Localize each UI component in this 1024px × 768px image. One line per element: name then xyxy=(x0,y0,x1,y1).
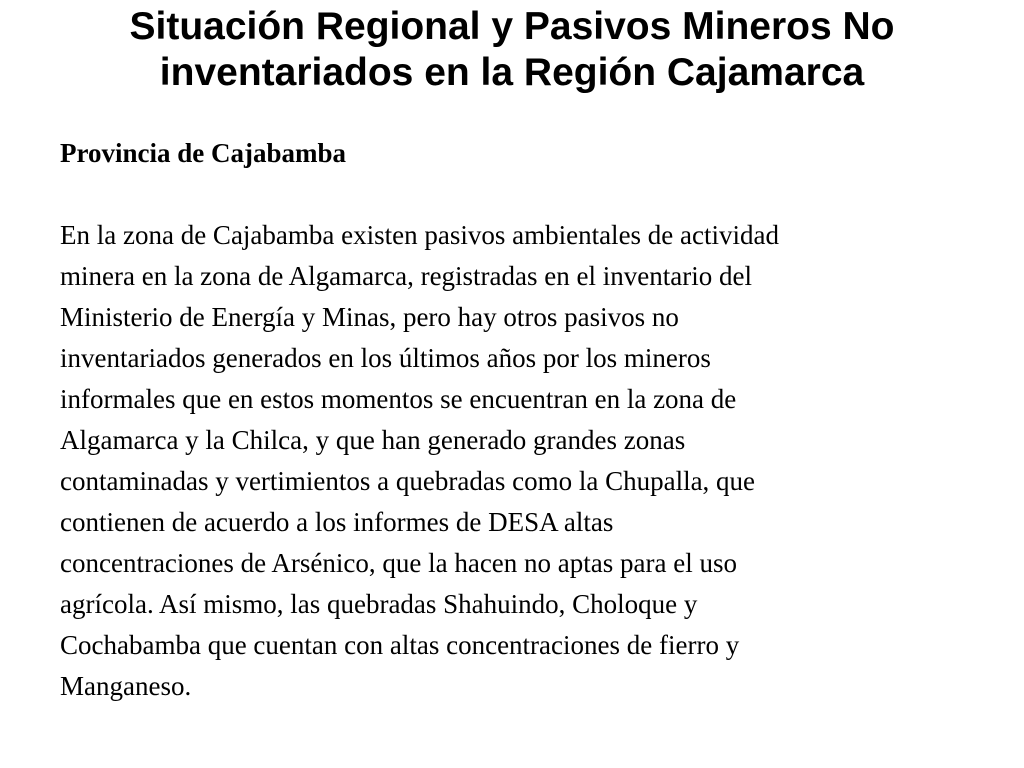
body-line: contienen de acuerdo a los informes de DESA altas xyxy=(60,507,614,537)
body-line: Ministerio de Energía y Minas, pero hay otros pasivos no xyxy=(60,302,679,332)
slide-content xyxy=(60,133,980,707)
body-line: minera en la zona de Algamarca, registradas en el inventario del xyxy=(60,261,752,291)
paragraph-spacer xyxy=(60,174,980,215)
slide-title-line: inventariados en la Región Cajamarca xyxy=(159,51,865,94)
body-line: inventariados generados en los últimos años por los mineros xyxy=(60,343,711,373)
body-paragraph xyxy=(60,215,980,707)
body-line: Algamarca y la Chilca, y que han generado grandes zonas xyxy=(60,425,686,455)
slide-title xyxy=(20,4,1004,96)
body-line: contaminadas y vertimientos a quebradas como la Chupalla, que xyxy=(60,466,756,496)
body-line: Manganeso. xyxy=(60,671,192,701)
body-line: concentraciones de Arsénico, que la hacen no aptas para el uso xyxy=(60,548,737,578)
body-line: Cochabamba que cuentan con altas concentraciones de fierro y xyxy=(60,630,740,660)
body-line: En la zona de Cajabamba existen pasivos ambientales de actividad xyxy=(60,220,779,250)
body-line: informales que en estos momentos se encuentran en la zona de xyxy=(60,384,737,414)
section-subtitle: Provincia de Cajabamba xyxy=(60,138,347,168)
slide-title-line: Situación Regional y Pasivos Mineros No xyxy=(129,5,895,48)
body-line: agrícola. Así mismo, las quebradas Shahuindo, Choloque y xyxy=(60,589,698,619)
